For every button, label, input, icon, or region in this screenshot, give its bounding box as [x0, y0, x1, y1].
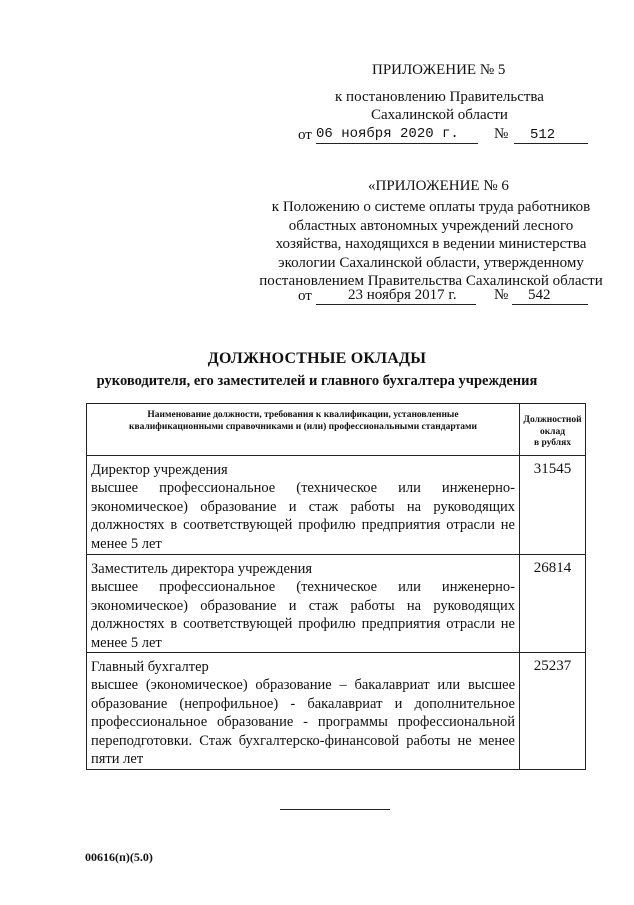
regulation-line: хозяйства, находящихся в ведении министерства [275, 236, 587, 252]
regulation-date-field [316, 286, 476, 305]
table-row [87, 653, 586, 770]
decree-number-value: 512 [530, 127, 556, 143]
appendix-5-heading: ПРИЛОЖЕНИЕ № 5 [372, 62, 506, 78]
document-title: ДОЛЖНОСТНЫЕ ОКЛАДЫ [207, 350, 427, 367]
appendix-6-heading: «ПРИЛОЖЕНИЕ № 6 [368, 178, 509, 194]
position-title: Заместитель директора учреждения [91, 561, 313, 577]
header-salary [520, 404, 586, 456]
table-row [87, 555, 586, 653]
regulation-reference [240, 198, 622, 291]
regulation-date-row [298, 286, 598, 306]
header-position [87, 404, 520, 456]
salary-cell: 31545 [520, 456, 586, 555]
position-cell [87, 653, 520, 770]
regulation-number-field [512, 286, 588, 305]
header-salary-line: Должностной [523, 415, 582, 425]
regulation-number-value: 542 [528, 287, 551, 303]
position-cell [87, 456, 520, 555]
decree-date-value: 06 ноября 2020 г. [316, 126, 459, 142]
regulation-date-value: 23 ноября 2017 г. [348, 287, 457, 303]
date-prefix: от [298, 127, 312, 143]
position-requirements: высшее профессиональное (техническое или инженерно-экономическое) образование и стаж работы на руководящих должностях в соответствующей профилю предприятия отрасли не менее 5 лет [91, 480, 515, 552]
region-name: Сахалинской области [371, 107, 508, 123]
header-position-line: Наименование должности, требования к квалификации, установленные [147, 410, 459, 420]
closing-divider [280, 809, 390, 810]
date-prefix: от [298, 288, 312, 304]
position-requirements: высшее (экономическое) образование – бакалавриат или высшее образование (непрофильное) - бакалавриат и дополнительное профессиональное образование - программы профессиональной переподготовки. Стаж бухгалтерско-финансовой работы не менее пяти лет [91, 677, 515, 767]
position-cell [87, 555, 520, 653]
decree-date-field [316, 125, 478, 144]
regulation-line: постановлением Правительства Сахалинской области [259, 273, 603, 289]
header-position-line: квалификационными справочниками и (или) профессиональными стандартами [129, 421, 477, 432]
decree-date-row [298, 125, 598, 145]
number-sign: № [494, 287, 509, 303]
salary-cell: 26814 [520, 555, 586, 653]
document-subtitle: руководителя, его заместителей и главного бухгалтера учреждения [96, 373, 538, 389]
table-header-row [87, 404, 586, 456]
regulation-line: областных автономных учреждений лесного [288, 217, 574, 234]
header-salary-line: в рублях [533, 438, 572, 448]
header-salary-line: оклад [539, 426, 566, 437]
regulation-line: к Положению о системе оплаты труда работников [271, 199, 591, 215]
document-code: 00616(п)(5.0) [85, 850, 153, 864]
position-title: Главный бухгалтер [91, 659, 209, 675]
decree-number-field [514, 125, 588, 144]
salary-cell: 25237 [520, 653, 586, 770]
salary-table [86, 403, 586, 770]
number-sign: № [494, 126, 509, 142]
decree-reference: к постановлению Правительства [335, 89, 544, 105]
table-row [87, 456, 586, 555]
position-title: Директор учреждения [91, 462, 228, 478]
regulation-line: экологии Сахалинской области, утвержденному [278, 254, 584, 271]
position-requirements: высшее профессиональное (техническое или инженерно-экономическое) образование и стаж работы на руководящих должностях в соответствующей профилю предприятия отрасли не менее 5 лет [91, 579, 515, 651]
